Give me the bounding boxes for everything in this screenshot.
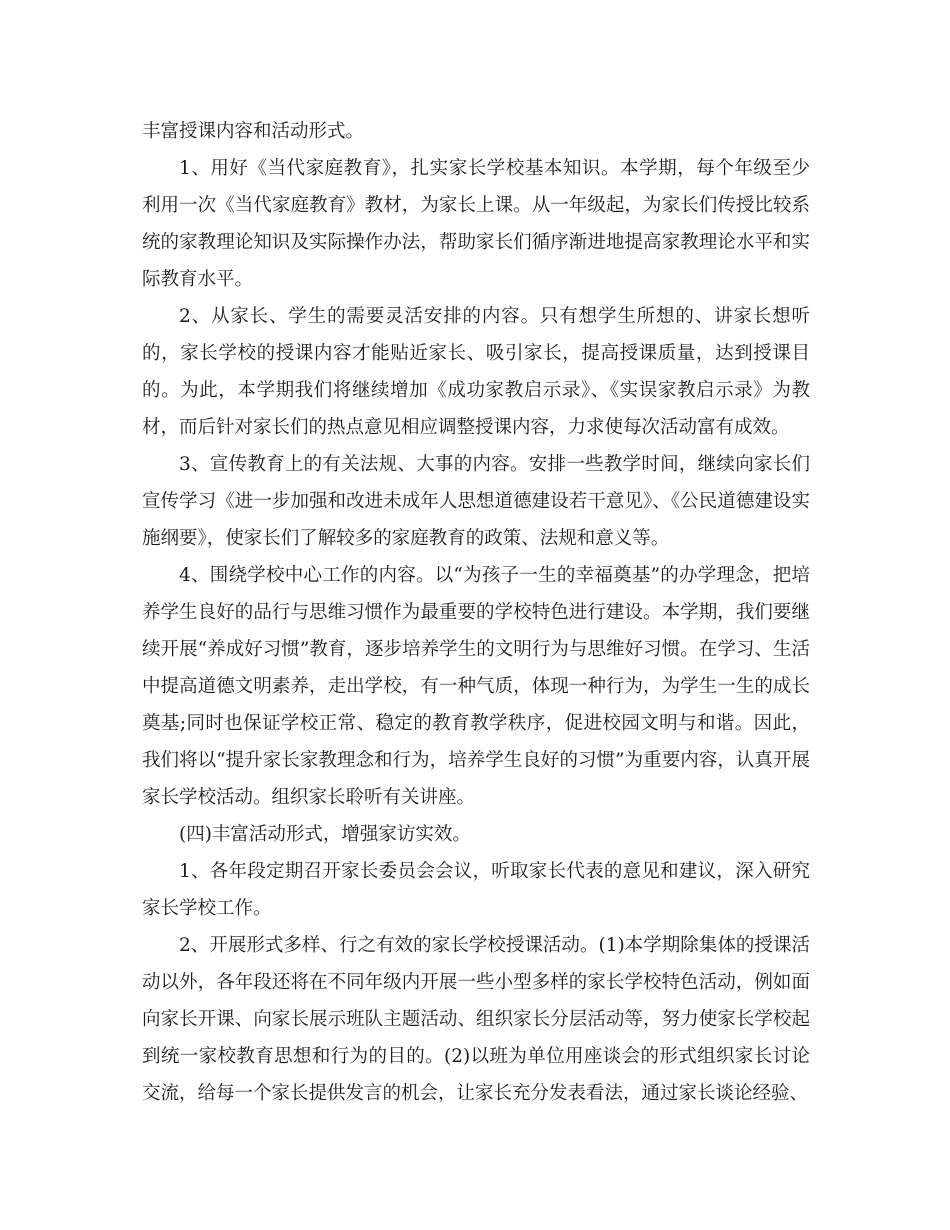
document-body (142, 113, 810, 1112)
paragraph-continuation: 丰富授课内容和活动形式。 (142, 121, 365, 142)
paragraph-activity-1: 1、各年段定期召开家长委员会会议，听取家长代表的意见和建议，深入研究家长学校工作。 (142, 861, 810, 919)
paragraph-item-1: 1、用好《当代家庭教育》，扎实家长学校基本知识。本学期，每个年级至少利用一次《当代家庭教育》教材，为家长上课。从一年级起，为家长们传授比较系统的家教理论知识及实际操作办法，帮助家长们循序渐进地提高家教理论水平和实际教育水平。 (142, 158, 810, 290)
paragraph-item-4: 4、围绕学校中心工作的内容。以“为孩子一生的幸福奠基”的办学理念，把培养学生良好的品行与思维习惯作为最重要的学校特色进行建设。本学期，我们要继续开展“养成好习惯”教育，逐步培养学生的文明行为与思维好习惯。在学习、生活中提高道德文明素养，走出学校，有一种气质，体现一种行为，为学生一生的成长奠基;同时也保证学校正常、稳定的教育教学秩序，促进校园文明与和谐。因此，我们将以“提升家长家教理念和行为，培养学生良好的习惯”为重要内容，认真开展家长学校活动。组织家长聆听有关讲座。 (142, 565, 810, 808)
section-heading-4: (四)丰富活动形式，增强家访实效。 (179, 824, 471, 845)
paragraph-item-3: 3、宣传教育上的有关法规、大事的内容。安排一些教学时间，继续向家长们宣传学习《进一步加强和改进未成年人思想道德建设若干意见》、《公民道德建设实施纲要》，使家长们了解较多的家庭教育的政策、法规和意义等。 (142, 454, 810, 549)
paragraph-item-2: 2、从家长、学生的需要灵活安排的内容。只有想学生所想的、讲家长想听的，家长学校的授课内容才能贴近家长、吸引家长，提高授课质量，达到授课目的。为此，本学期我们将继续增加《成功家教启示录》、《实误家教启示录》为教材，而后针对家长们的热点意见相应调整授课内容，力求使每次活动富有成效。 (142, 306, 810, 438)
paragraph-activity-2: 2、开展形式多样、行之有效的家长学校授课活动。(1)本学期除集体的授课活动以外，各年段还将在不同年级内开展一些小型多样的家长学校特色活动，例如面向家长开课、向家长展示班队主题活动、组织家长分层活动等，努力使家长学校起到统一家校教育思想和行为的目的。(2)以班为单位用座谈会的形式组织家长讨论交流，给每一个家长提供发言的机会，让家长充分发表看法，通过家长谈论经验、 (142, 935, 810, 1104)
